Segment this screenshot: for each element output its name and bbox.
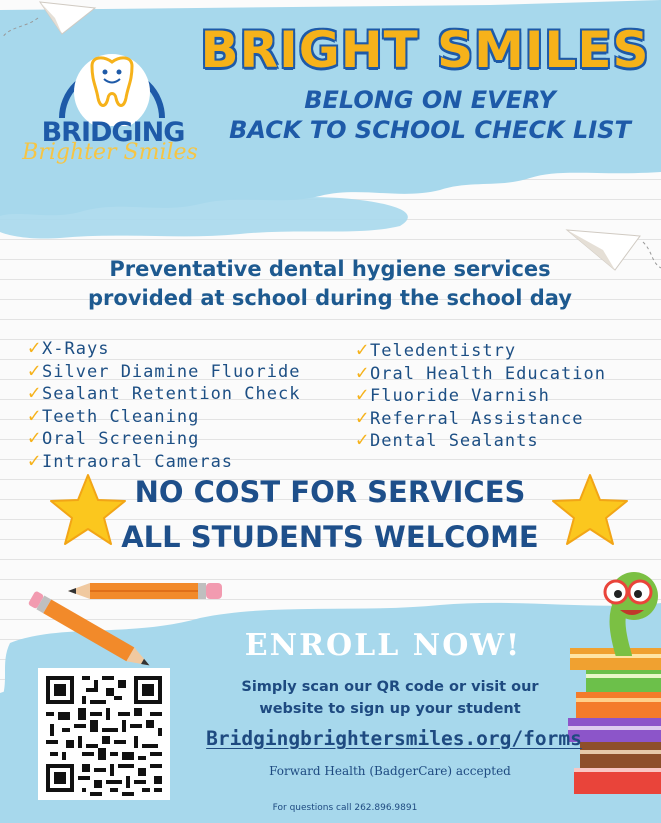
- checkmark-icon: ✓: [356, 359, 370, 384]
- logo-name: BRIDGING: [41, 117, 185, 148]
- list-item: ✓Fluoride Varnish: [356, 382, 550, 406]
- checkmark-icon: ✓: [28, 335, 42, 359]
- qr-code-icon[interactable]: [38, 668, 170, 800]
- pencil-icon: [10, 582, 160, 672]
- subtitle-line-2: BACK TO SCHOOL CHECK LIST: [229, 116, 631, 144]
- list-item: ✓Sealant Retention Check: [28, 380, 301, 404]
- checkmark-icon: ✓: [356, 404, 370, 429]
- insurance-note: Forward Health (BadgerCare) accepted: [269, 764, 511, 778]
- intro-line-1: Preventative dental hygiene services: [109, 257, 551, 281]
- book-stack-icon: [566, 640, 661, 800]
- no-cost-heading: NO COST FOR SERVICES: [134, 475, 526, 509]
- forms-link[interactable]: Bridgingbrightersmiles.org/forms: [206, 727, 582, 750]
- page-title: BRIGHT SMILES: [200, 21, 650, 79]
- subtitle-line-1: BELONG ON EVERY: [304, 86, 556, 114]
- checkmark-icon: ✓: [28, 402, 42, 427]
- list-item: ✓Oral Screening: [28, 425, 200, 449]
- checkmark-icon: ✓: [28, 380, 42, 404]
- enroll-instructions: [225, 676, 555, 720]
- bookworm-icon: [594, 566, 661, 656]
- smiling-tooth-icon: [52, 36, 172, 126]
- list-item: ✓Intraoral Cameras: [28, 447, 234, 472]
- checkmark-icon: ✓: [28, 425, 42, 449]
- list-item: ✓Teledentistry: [356, 337, 517, 361]
- list-item: ✓Teeth Cleaning: [28, 402, 200, 427]
- checkmark-icon: ✓: [28, 357, 42, 382]
- instructions-line-2: website to sign up your student: [259, 701, 521, 717]
- list-item: ✓Silver Diamine Fluoride: [28, 357, 301, 382]
- star-icon: [550, 472, 630, 548]
- intro-text: [40, 255, 620, 313]
- enroll-heading: ENROLL NOW!: [244, 628, 522, 663]
- logo-script: Brighter Smiles: [22, 140, 198, 165]
- questions-phone: For questions call 262.896.9891: [272, 803, 418, 813]
- list-item: ✓Dental Sealants: [356, 427, 539, 451]
- welcome-heading: ALL STUDENTS WELCOME: [121, 520, 539, 554]
- checkmark-icon: ✓: [356, 427, 370, 451]
- checkmark-icon: ✓: [28, 447, 42, 472]
- services-right-list: [356, 339, 606, 452]
- instructions-line-1: Simply scan our QR code or visit our: [241, 679, 539, 695]
- services-left-list: [28, 337, 300, 472]
- checkmark-icon: ✓: [356, 337, 370, 361]
- checkmark-icon: ✓: [356, 382, 370, 406]
- intro-line-2: provided at school during the school day: [88, 286, 572, 310]
- list-item: ✓X-Rays: [28, 335, 110, 359]
- list-item: ✓Oral Health Education: [356, 359, 606, 384]
- list-item: ✓Referral Assistance: [356, 404, 584, 429]
